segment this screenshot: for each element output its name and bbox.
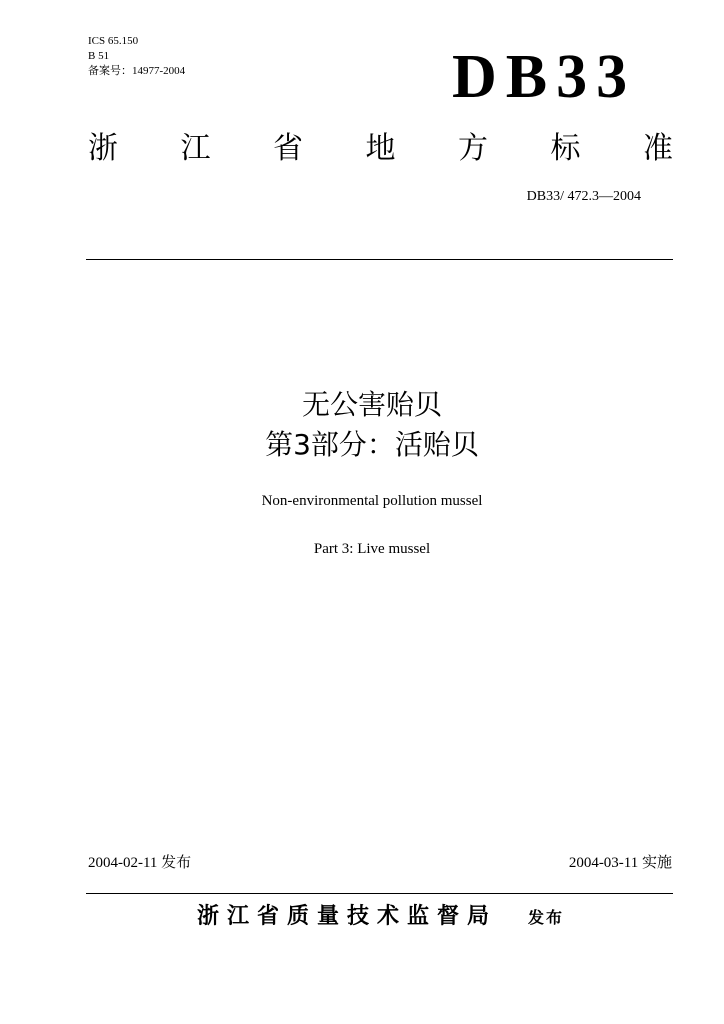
standard-type-char: 省 bbox=[273, 131, 303, 166]
ics-code: ICS 65.150 bbox=[88, 35, 139, 47]
part-title-cn: 第3部分：活贻贝 bbox=[265, 428, 479, 461]
standard-type-char: 方 bbox=[458, 131, 488, 166]
main-title-cn: 无公害贻贝 bbox=[301, 388, 442, 421]
issue-date: 2004-02-11 发布 bbox=[88, 855, 192, 871]
part-title-en: Part 3: Live mussel bbox=[313, 541, 431, 557]
main-title-en: Non-environmental pollution mussel bbox=[261, 493, 483, 509]
standard-type-char: 浙 bbox=[88, 131, 118, 166]
title-block-cn bbox=[172, 385, 572, 465]
implementation-date: 2004-03-11 实施 bbox=[568, 855, 672, 871]
top-divider bbox=[86, 259, 673, 260]
standard-logo: DB33 bbox=[452, 43, 637, 111]
part-title-en-block bbox=[172, 540, 572, 558]
issuing-action: 发布 bbox=[528, 908, 565, 927]
standard-type-char: 准 bbox=[643, 131, 673, 166]
document-meta bbox=[88, 34, 185, 79]
standard-type-char: 地 bbox=[365, 131, 396, 166]
record-number: 备案号：14977-2004 bbox=[88, 65, 186, 77]
standard-number: DB33/ 472.3—2004 bbox=[526, 189, 641, 204]
standard-type-char: 标 bbox=[550, 131, 581, 166]
standard-type-heading bbox=[88, 132, 673, 166]
main-title-en-block bbox=[172, 492, 572, 510]
bottom-divider bbox=[86, 893, 673, 894]
standard-type-char: 江 bbox=[180, 131, 211, 166]
classification-code: B 51 bbox=[88, 50, 110, 62]
issuing-authority: 浙江省质量技术监督局 bbox=[197, 904, 498, 929]
